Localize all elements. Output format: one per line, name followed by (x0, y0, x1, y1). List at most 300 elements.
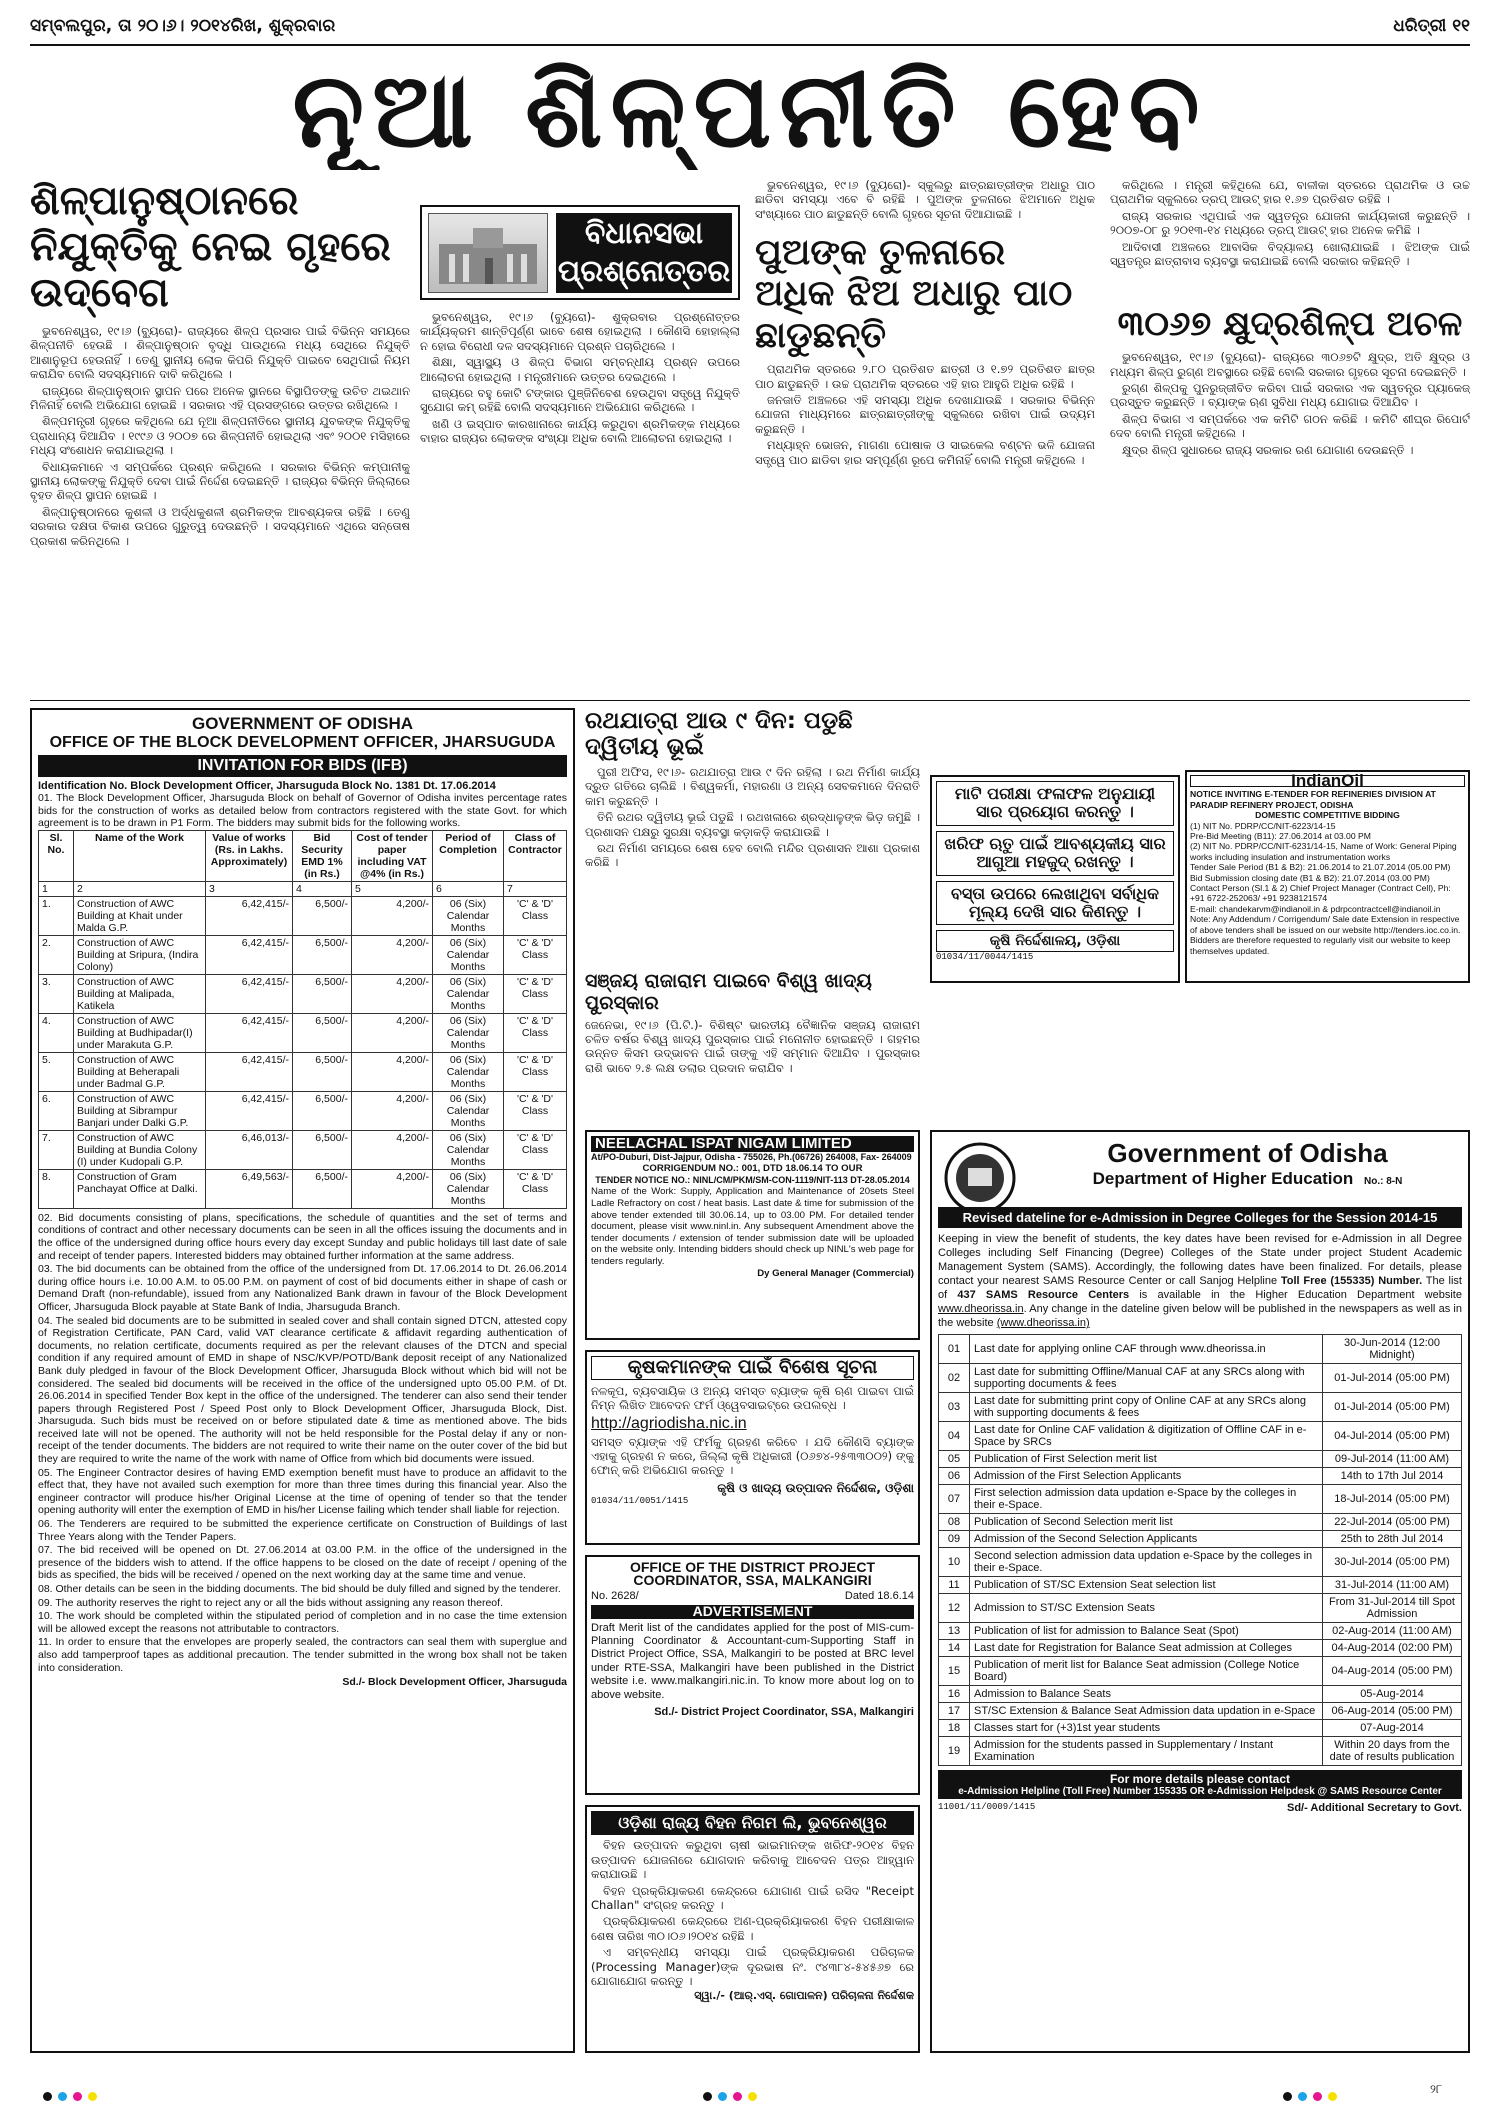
story-c-para: ଭୁବନେଶ୍ୱର, ୧୯।୬ (ବ୍ୟୁରୋ)- ସ୍କୁଲରୁ ଛାତ୍ରଛାତ୍ରୀଙ୍କ ଅଧାରୁ ପାଠ ଛାଡିବା ସମସ୍ୟା ଏବେ ବି ରହିଛି । ପୁଅଙ୍କ ତୁଳନାରେ ଝିଅମାନେ ଅଧିକ ସଂଖ୍ୟାରେ ପାଠ ଛାଡୁଛନ୍ତି ବୋଲି ଗୃହରେ ସୂଚନା ଦିଆଯାଇଛି । (755, 178, 1095, 221)
bid-cell: 6,500/- (293, 896, 352, 935)
story-e-para: ରୁଗ୍ଣ ଶିଳ୍ପକୁ ପୁନରୁଜ୍ଜୀବିତ କରିବା ପାଇଁ ସରକାର ଏକ ସ୍ୱତନ୍ତ୍ର ପ୍ୟାକେଜ୍ ପ୍ରସ୍ତୁତ କରୁଛନ୍ତି । ବ୍ୟାଙ୍କ ଋଣ ସୁବିଧା ମଧ୍ୟ ଯୋଗାଇ ଦିଆଯିବ । (1110, 380, 1470, 410)
building-icon (429, 214, 547, 292)
bid-row (39, 1091, 567, 1130)
story-c-lead (755, 178, 1095, 226)
bid-notice (30, 708, 575, 2053)
schedule-row (939, 1485, 1462, 1514)
bid-cell: 6,500/- (293, 1013, 352, 1052)
section-rule (30, 700, 1470, 701)
bid-cell: 'C' & 'D' Class (504, 1091, 567, 1130)
he-site2[interactable]: (www.dheorissa.in) (996, 1317, 1090, 1329)
schedule-cell: Last date for Online CAF validation & digitization of Offline CAF in e-Space by SRCs (970, 1422, 1323, 1451)
schedule-cell: Admission of the Second Selection Applicants (970, 1531, 1323, 1548)
story-c-para: ମଧ୍ୟାହ୍ନ ଭୋଜନ, ମାଗଣା ପୋଷାକ ଓ ସାଇକେଲ ବଣ୍ଟନ ଭଳି ଯୋଜନା ସତ୍ତ୍ୱେ ପାଠ ଛାଡିବା ହାର ସମ୍ପୂର୍ଣ୍ଣ ରୂପେ କମିନାହିଁ ବୋଲି ମନ୍ତ୍ରୀ କହିଥିଲେ । (755, 438, 1095, 467)
story-a-para: ରାଜ୍ୟରେ ଶିଳ୍ପାନୁଷ୍ଠାନ ସ୍ଥାପନ ପରେ ଅନେକ ସ୍ଥାନରେ ବିସ୍ଥାପିତଙ୍କୁ ଉଚିତ ଥଇଥାନ ମିଳିନାହିଁ ବୋଲି ଅଭିଯୋଗ ହୋଇଛି । ସରକାର ଏହି ପ୍ରସଙ୍ଗରେ ଉତ୍ତର ରଖିଥିଲେ । (30, 383, 410, 413)
schedule-row (939, 1577, 1462, 1594)
assembly-building-photo (428, 213, 548, 293)
schedule-cell: 18 (939, 1720, 970, 1737)
bid-cell: 06 (Six) Calendar Months (433, 1013, 504, 1052)
malkangiri-adv: ADVERTISEMENT (591, 1605, 914, 1618)
bid-cell: 06 (Six) Calendar Months (433, 1169, 504, 1208)
bid-cell: 06 (Six) Calendar Months (433, 935, 504, 974)
bid-table (38, 830, 567, 1209)
bid-cell: 6,42,415/- (206, 1052, 293, 1091)
schedule-cell: 15 (939, 1657, 970, 1686)
he-subtitle: Revised dateline for e-Admission in Degree Colleges for the Session 2014-15 (938, 1207, 1462, 1228)
bid-cell: Construction of Gram Panchayat Office at Dalki. (74, 1169, 206, 1208)
story-b-para: ଶିକ୍ଷା, ସ୍ୱାସ୍ଥ୍ୟ ଓ ଶିଳ୍ପ ବିଭାଗ ସମ୍ବନ୍ଧୀୟ ପ୍ରଶ୍ନ ଉପରେ ଆଲୋଚନା ହୋଇଥିଲା । ମନ୍ତ୍ରୀମାନେ ଉତ୍ତର ଦେଇଥିଲେ । (420, 355, 740, 384)
bid-cell: 7. (39, 1130, 74, 1169)
schedule-cell: 13 (939, 1623, 970, 1640)
bid-cell: 4,200/- (352, 896, 433, 935)
reg-dot-yellow (88, 2092, 97, 2101)
story-a-para: ଶିଳ୍ପମନ୍ତ୍ରୀ ଗୃହରେ କହିଥିଲେ ଯେ ନୂଆ ଶିଳ୍ପନୀତିରେ ସ୍ଥାନୀୟ ଯୁବକଙ୍କ ନିଯୁକ୍ତିକୁ ପ୍ରାଧାନ୍ୟ ଦିଆଯିବ । ୧୯୯୬ ଓ ୨୦୦୭ ରେ ଶିଳ୍ପନୀତି ହୋଇଥିଲା ଏବଂ ୨୦୦୧ ମସିହାରେ ମଧ୍ୟ ସଂଶୋଧନ କରାଯାଇଥିଲା । (30, 414, 410, 458)
story-assembly-qa (420, 310, 740, 690)
reg-dot-cyan (58, 2092, 67, 2101)
bid-intro: 01. The Block Development Officer, Jharsuguda Block on behalf of Governor of Odisha invites percentage rates bids for the construction of works as detailed below from contractors registered with the state Govt. for which agreement is to be drawn in P1 Form. The bidders may submit bids for the following works. (38, 792, 567, 830)
bid-col-number: 5 (352, 881, 433, 896)
bid-condition: 11. In order to ensure that the envelopes are properly sealed, the contractors can seal them with superglue and also add tamperproof tapes as additional precaution. The tender submitted in the wrong box shall not be taken into consideration. (38, 1636, 567, 1674)
schedule-cell: 14 (939, 1640, 970, 1657)
schedule-cell: Second selection admission data updation e-Space by the colleges in their e-Space. (970, 1548, 1323, 1577)
story-girls-dropout (755, 178, 1095, 698)
bid-title: INVITATION FOR BIDS (IFB) (38, 755, 567, 777)
bid-condition: 05. The Engineer Contractor desires of having EMD exemption benefit must have to produce an affidavit to the effect that, they have not availed such exemption for more than three times during this financial year. Also the engineer contractor will produce his/her Original License at the time of opening of tender so that the tender opening authority will enter the exemption of EMD in his/her License failing which tender shall liable for rejection. (38, 1466, 567, 1517)
bid-cell: 6,500/- (293, 1169, 352, 1208)
story-a-para: ବିଧାୟକମାନେ ଏ ସମ୍ପର୍କରେ ପ୍ରଶ୍ନ କରିଥିଲେ । ସରକାର ବିଭିନ୍ନ କମ୍ପାନୀକୁ ସ୍ଥାନୀୟ ଲୋକଙ୍କୁ ନିଯୁକ୍ତି ଦେବା ପାଇଁ ନିର୍ଦ୍ଦେଶ ଦେଇଛନ୍ତି । ରାଜ୍ୟର ବିଭିନ୍ନ ଜିଲ୍ଲାରେ ବୃହତ ଶିଳ୍ପ ସ୍ଥାପନ ହୋଇଛି । (30, 459, 410, 503)
schedule-row (939, 1623, 1462, 1640)
malkangiri-ref (591, 1590, 914, 1603)
bid-cell: 4,200/- (352, 1091, 433, 1130)
schedule-row (939, 1640, 1462, 1657)
seed-body (591, 1838, 914, 1990)
admission-schedule-table (938, 1334, 1462, 1766)
header-page-label: ଧରିତ୍ରୀ ୧୧ (1393, 16, 1470, 36)
schedule-cell: Publication of merit list for Balance Seat admission (College Notice Board) (970, 1657, 1323, 1686)
malkangiri-notice (585, 1555, 920, 1795)
schedule-cell: 06-Aug-2014 (05:00 PM) (1323, 1703, 1462, 1720)
bid-condition: 04. The sealed bid documents are to be submitted in sealed cover and shall contain signed DTCN, attested copy of Registration Certificate, PAN Card, valid VAT clearance certificate & affidavit regarding authentication of documents, no relation certificate, documents required as per the relevant clauses of the DTCN and special condition if any required amount of EMD in shape of NSC/KVP/POTD/Bank deposit receipt of any Nationalized Bank duly pledged in favour of the Block Development Officer, Jharsuguda Block without which bid will not be considered. The sealed bid documents will be received in the office of the undersigned upto 05.00 P.M. of Dt. 26.06.2014 in specified Tender Box kept in the office of the undersigned. The tenderer can also send their tender papers through Registered Post / Speed Post only to Block Development Officer, Jharsuguda Block, Dist. Jharsuguda. Such bids must be received on or before stipulated date & time as mentioned above. The bids received late will not be opened. The authority will not be held responsible for the Postal delay if any or non-receipt of the tender documents. The bidders are not required to write their name on the outer cover of the bid but they are required to write the name of the work with name of Office from which bid documents were issued. (38, 1314, 567, 1466)
schedule-cell: 09-Jul-2014 (11:00 AM) (1323, 1451, 1462, 1468)
header-dateline: ସମ୍ବଲପୁର, ତା ୨୦।୬। ୨୦୧୪ରିଖ, ଶୁକ୍ରବାର (30, 16, 336, 36)
bid-col-number: 4 (293, 881, 352, 896)
story-industry-jobs (30, 178, 410, 688)
registration-marks-left (40, 2086, 100, 2105)
page-number: ୨୮ (1430, 2082, 1443, 2096)
header-rule (30, 44, 1470, 46)
bid-condition: 07. The bid received will be opened on Dt. 27.06.2014 at 03.00 P.M. in the office of the undersigned in the presence of the bidders wish to attend. If the office happens to be closed on the date of receipt / opening of the bids as specified, the bids will be received / opened on the next working day at the same time and venue. (38, 1544, 567, 1582)
he-sign: Sd/- Additional Secretary to Govt. (1286, 1802, 1462, 1814)
seed-sign: ସ୍ୱା./- (ଆର୍.ଏସ୍. ଗୋପାଳନ) ପରିଚାଳନା ନିର୍ଦ୍ଦେଶକ (694, 1989, 914, 2003)
bid-cell: 6,42,415/- (206, 1013, 293, 1052)
indianoil-line: (2) NIT No. PDRP/CC/NIT-6231/14-15, Name of Work: General Piping works including insulation and instrumentation works (1190, 841, 1457, 862)
schedule-row (939, 1686, 1462, 1703)
schedule-cell: Publication of list for admission to Balance Seat (Spot) (970, 1623, 1323, 1640)
odisha-emblem (940, 1138, 1020, 1218)
indianoil-line: (1) NIT No. PDRP/CC/NIT-6223/14-15 (1190, 820, 1336, 831)
he-bottom (938, 1802, 1462, 1814)
reg-dot-magenta (1313, 2092, 1322, 2101)
schedule-cell: ST/SC Extension & Balance Seat Admission data updation in e-Space (970, 1703, 1323, 1720)
bid-cell: 4,200/- (352, 1169, 433, 1208)
soil-test-ad (930, 775, 1180, 983)
he-dept-name: Department of Higher Education (1092, 1169, 1354, 1188)
he-code: 11001/11/0009/1415 (938, 1802, 1036, 1812)
he-intro (938, 1232, 1462, 1330)
schedule-row (939, 1514, 1462, 1531)
schedule-cell: Publication of First Selection merit list (970, 1451, 1323, 1468)
bid-cell: 6,500/- (293, 974, 352, 1013)
story-c-body (755, 362, 1095, 692)
bid-cell: 4,200/- (352, 1130, 433, 1169)
bid-cell: 6,42,415/- (206, 896, 293, 935)
schedule-cell: 12 (939, 1594, 970, 1623)
bid-col-number: 2 (74, 881, 206, 896)
bid-row (39, 1130, 567, 1169)
farmers-link[interactable]: http://agriodisha.nic.in (591, 1414, 747, 1432)
bid-cell: 6,42,415/- (206, 974, 293, 1013)
schedule-row (939, 1468, 1462, 1485)
indianoil-line: Note: Any Addendum / Corrigendum/ Sale date Extension in respective of above tenders shall be issued on our website http://tenders.ioc.co.in. Bidders are therefore requested to regularly visit our website to keep themselves updated. (1190, 914, 1461, 956)
bid-cell: 4,200/- (352, 1013, 433, 1052)
bid-cell: 6,500/- (293, 935, 352, 974)
bid-cell: 6,42,415/- (206, 935, 293, 974)
schedule-cell: 11 (939, 1577, 970, 1594)
neelachal-tender-no: TENDER NOTICE NO.: NINL/CM/PKM/SM-CON-1119/NIT-113 DT-28.05.2014 (595, 1174, 910, 1185)
bid-col-number: 1 (39, 881, 74, 896)
malkangiri-sign: Sd./- District Project Coordinator, SSA, Malkangiri (654, 1706, 914, 1719)
he-footer2: e-Admission Helpline (Toll Free) Number 155335 OR e-Admission Helpdesk @ SAMS Resource Center (958, 1786, 1442, 1797)
registration-marks-right (1280, 2086, 1340, 2105)
page-header (30, 10, 1470, 46)
farmers-code: 01034/11/0051/1415 (591, 1495, 689, 1506)
bid-cell: 4,200/- (352, 974, 433, 1013)
indianoil-line: E-mail: chandekarvm@indianoil.in & pdrpcontractcell@indianoil.in (1190, 903, 1441, 914)
schedule-cell: 03 (939, 1393, 970, 1422)
schedule-cell: 18-Jul-2014 (05:00 PM) (1323, 1485, 1462, 1514)
schedule-cell: First selection admission data updation e-Space by the colleges in their e-Space. (970, 1485, 1323, 1514)
story-a-para: ଶିଳ୍ପାନୁଷ୍ଠାନରେ କୁଶଳୀ ଓ ଅର୍ଦ୍ଧକୁଶଳୀ ଶ୍ରମିକଙ୍କ ଆବଶ୍ୟକତା ରହିଛି । ତେଣୁ ସରକାର ଦକ୍ଷତା ବିକାଶ ଉପରେ ଗୁରୁତ୍ୱ ଦେଉଛନ୍ତି । ସଦସ୍ୟମାନେ ଏଥିରେ ସନ୍ତୋଷ ପ୍ରକାଶ କରିନଥିଲେ । (30, 504, 410, 548)
bid-cell: 6,500/- (293, 1052, 352, 1091)
bid-condition: 09. The authority reserves the right to reject any or all the bids without assigning any reason thereof. (38, 1596, 503, 1609)
bid-condition: 08. Other details can be seen in the bidding documents. The bid should be duly filled and signed by the tenderer. (38, 1583, 561, 1595)
story-g-headline: ସଞ୍ଜୟ ରାଜାରାମ ପାଇବେ ବିଶ୍ୱ ଖାଦ୍ୟ ପୁରସ୍କାର (585, 969, 872, 1014)
schedule-cell: Within 20 days from the date of results publication (1323, 1737, 1462, 1766)
schedule-cell: 02-Aug-2014 (11:00 AM) (1323, 1623, 1462, 1640)
indianoil-line: DOMESTIC COMPETITIVE BIDDING (1255, 810, 1400, 821)
schedule-cell: Last date for submitting Offline/Manual CAF at any SRCs along with supporting documents & fees (970, 1364, 1323, 1393)
story-e-body (1110, 350, 1470, 670)
bid-col-header: Value of works (Rs. in Lakhs. Approximately) (206, 830, 293, 881)
he-toll: Toll Free (155335) Number. (1280, 1275, 1423, 1287)
schedule-cell: Publication of ST/SC Extension Seat selection list (970, 1577, 1323, 1594)
bid-cell: 1. (39, 896, 74, 935)
schedule-cell: 19 (939, 1737, 970, 1766)
story-c-headline: ପୁଅଙ୍କ ତୁଳନାରେ ଅଧିକ ଝିଅ ଅଧାରୁ ପାଠ ଛାଡୁଛନ୍ତି (755, 232, 1073, 356)
schedule-cell: 04-Aug-2014 (02:00 PM) (1323, 1640, 1462, 1657)
banner-headline: ନୂଆ ଶିଳ୍ପନୀତି ହେବ (292, 50, 1208, 170)
bid-cell: 'C' & 'D' Class (504, 974, 567, 1013)
bid-cell: Construction of AWC Building at Khait under Malda G.P. (74, 896, 206, 935)
bid-col-number: 3 (206, 881, 293, 896)
he-intro-a: Keeping in view the benefit of students, the key dates have been revised for e-Admission in all Degree Colleges including Self Financing (Degree) Colleges of the State under project Student Academic Management System (SAMS). Accordingly, the following dates have been finalized. For details, please contact your nearest SAMS Resource Center or call Sanjog Helpline (938, 1233, 1462, 1287)
bid-col-number: 7 (504, 881, 567, 896)
reg-dot-magenta (73, 2092, 82, 2101)
reg-dot-cyan (718, 2092, 727, 2101)
higher-education-notice (930, 1130, 1470, 2053)
indianoil-line: Bid Submission closing date (B1 & B2): 21.07.2014 (03.00 PM) (1190, 872, 1430, 883)
schedule-cell: Publication of Second Selection merit list (970, 1514, 1323, 1531)
schedule-cell: 02 (939, 1364, 970, 1393)
he-no: No.: 8-N (1364, 1176, 1403, 1187)
bid-cell: 6,42,415/- (206, 1091, 293, 1130)
indianoil-line: Pre-Bid Meeting (B11): 27.06.2014 at 03.00 PM (1190, 831, 1371, 842)
malkangiri-title: OFFICE OF THE DISTRICT PROJECT COORDINATOR, SSA, MALKANGIRI (629, 1559, 875, 1589)
bid-col-header: Period of Completion (433, 830, 504, 881)
bid-row (39, 1169, 567, 1208)
story-f-body (585, 765, 920, 965)
neelachal-notice (585, 1130, 920, 1340)
schedule-cell: 05 (939, 1451, 970, 1468)
he-site1[interactable]: www.dheorissa.in (938, 1303, 1024, 1315)
story-f-para: ରଥ ନିର୍ମାଣ ସମୟରେ ଶେଷ ହେବ ବୋଲି ମନ୍ଦିର ପ୍ରଶାସନ ଆଶା ପ୍ରକାଶ କରିଛି । (585, 840, 920, 870)
he-intro-c: is available in the Higher Education Department website (1139, 1289, 1462, 1301)
neelachal-corrigendum: CORRIGENDUM NO.: 001, DTD 18.06.14 TO OUR (642, 1163, 863, 1175)
schedule-cell: 30-Jul-2014 (05:00 PM) (1323, 1548, 1462, 1577)
neelachal-name: NEELACHAL ISPAT NIGAM LIMITED (591, 1136, 914, 1152)
registration-marks-center (700, 2086, 760, 2105)
bid-col-header: Cost of tender paper including VAT @4% (in Rs.) (352, 830, 433, 881)
schedule-cell: 09 (939, 1531, 970, 1548)
story-c-para: ଜନଜାତି ଅଞ୍ଚଳରେ ଏହି ସମସ୍ୟା ଅଧିକ ଦେଖାଯାଉଛି । ସରକାର ବିଭିନ୍ନ ଯୋଜନା ମାଧ୍ୟମରେ ଛାତ୍ରଛାତ୍ରୀଙ୍କୁ ସ୍କୁଲରେ ରଖିବା ପାଇଁ ଉଦ୍ୟମ କରୁଛନ୍ତି । (755, 392, 1095, 436)
soil-ad-line3: ବସ୍ତା ଉପରେ ଲେଖାଥିବା ସର୍ବାଧିକ ମୂଲ୍ୟ ଦେଖି ସାର କିଣନ୍ତୁ । (936, 881, 1174, 926)
schedule-cell: Classes start for (+3)1st year students (970, 1720, 1323, 1737)
he-footer1: For more details please contact (1109, 1772, 1291, 1786)
soil-ad-code: 01034/11/0044/1415 (936, 952, 1034, 963)
bid-header-row (39, 830, 567, 881)
bid-cell: Construction of AWC Building at Beherapali under Badmal G.P. (74, 1052, 206, 1091)
bid-condition: 03. The bid documents can be obtained from the office of the undersigned from Dt. 17.06.2014 to Dt. 26.06.2014 during office hours i.e. 10.00 A.M. to 05.00 P.M. on payment of cost of bid documents either in shape of cash or Demand Draft (non-refundable), issued from any Nationalized Bank drawn in favour of the Block Development Officer, Jharsuguda Block payable at State Bank of India, Jharsuguda Branch. (38, 1263, 567, 1313)
story-a-headline: ଶିଳ୍ପାନୁଷ୍ଠାନରେ ନିଯୁକ୍ତିକୁ ନେଇ ଗୃହରେ ଉଦ୍‌ବେଗ (30, 178, 391, 316)
assembly-box (420, 205, 740, 300)
story-f-para: ତିନି ରଥର ଦ୍ୱିତୀୟ ଭୂଇଁ ପଡୁଛି । ରଥଖଳାରେ ଶ୍ରଦ୍ଧାଳୁଙ୍କ ଭିଡ଼ ଜମୁଛି । ପ୍ରଶାସନ ପକ୍ଷରୁ ସୁରକ୍ଷା ବ୍ୟବସ୍ଥା କଡ଼ାକଡ଼ି କରାଯାଉଛି । (585, 810, 920, 839)
bid-cell: 'C' & 'D' Class (504, 1052, 567, 1091)
bid-cell: 'C' & 'D' Class (504, 1169, 567, 1208)
schedule-cell: Last date for applying online CAF through www.dheorissa.in (970, 1335, 1323, 1364)
story-e-para: ଶିଳ୍ପ ବିଭାଗ ଏ ସମ୍ପର୍କରେ ଏକ କମିଟି ଗଠନ କରିଛି । କମିଟି ଶୀଘ୍ର ରିପୋର୍ଟ ଦେବ ବୋଲି ମନ୍ତ୍ରୀ କହିଥିଲେ । (1110, 411, 1470, 441)
soil-ad-title: ମାଟି ପରୀକ୍ଷା ଫଳାଫଳ ଅନୁଯାୟୀ ସାର ପ୍ରୟୋଗ କରନ୍ତୁ । (936, 781, 1174, 826)
bid-conditions (38, 1212, 567, 1674)
schedule-row (939, 1451, 1462, 1468)
bid-ident: Identification No. Block Development Officer, Jharsuguda Block No. 1381 Dt. 17.06.2014 (38, 780, 496, 792)
bid-col-header: Sl. No. (39, 830, 74, 881)
bid-cell: 06 (Six) Calendar Months (433, 1052, 504, 1091)
reg-dot-yellow (1328, 2092, 1337, 2101)
story-d-para: କରିଥିଲେ । ମନ୍ତ୍ରୀ କହିଥିଲେ ଯେ, ବାଳୀକା ସ୍ତରରେ ପ୍ରାଥମିକ ଓ ଉଚ୍ଚ ପ୍ରାଥମିକ ସ୍କୁଲରେ ଡ୍ରପ୍ ଆଉଟ୍ ହାର ୧.୬୭ ପ୍ରତିଶତ ରହିଛି । (1110, 178, 1470, 207)
he-footer (938, 1770, 1462, 1799)
bid-col-number: 6 (433, 881, 504, 896)
story-b-para: ଖଣି ଓ ଇସ୍ପାତ କାରଖାନାରେ କାର୍ଯ୍ୟ କରୁଥିବା ଶ୍ରମିକଙ୍କ ମଧ୍ୟରେ ବାହାର ରାଜ୍ୟର ଲୋକଙ୍କ ସଂଖ୍ୟା ଅଧିକ ବୋଲି ଆଲୋଚନା ହୋଇଥିଲା । (420, 416, 740, 446)
reg-dot-magenta (733, 2092, 742, 2101)
schedule-cell: Admission to ST/SC Extension Seats (970, 1594, 1323, 1623)
schedule-cell: 25th to 28th Jul 2014 (1323, 1531, 1462, 1548)
schedule-cell: 04-Jul-2014 (05:00 PM) (1323, 1422, 1462, 1451)
bid-cell: 2. (39, 935, 74, 974)
story-d-para: ରାଜ୍ୟ ସରକାର ଏଥିପାଇଁ ଏକ ସ୍ୱତନ୍ତ୍ର ଯୋଜନା କାର୍ଯ୍ୟକାରୀ କରୁଛନ୍ତି । ୨୦୦୭-୦୮ ରୁ ୨୦୧୩-୧୪ ମଧ୍ୟରେ ଡ୍ରପ୍ ଆଉଟ୍ ହାର ଅନେକ କମିଛି । (1110, 208, 1470, 238)
schedule-cell: 22-Jul-2014 (05:00 PM) (1323, 1514, 1462, 1531)
bid-cell: 'C' & 'D' Class (504, 1013, 567, 1052)
bid-cell: 4,200/- (352, 1052, 433, 1091)
schedule-cell: Last date for Registration for Balance Seat admission at Colleges (970, 1640, 1323, 1657)
indianoil-line: NOTICE INVITING E-TENDER FOR REFINERIES DIVISION AT PARADIP REFINERY PROJECT, ODISHA (1190, 789, 1436, 810)
story-a-body (30, 324, 410, 714)
schedule-cell: 14th to 17th Jul 2014 (1323, 1468, 1462, 1485)
soil-ad-line2: ଖରିଫ ଋତୁ ପାଇଁ ଆବଶ୍ୟକୀୟ ସାର ଆଗୁଆ ମହଜୁଦ୍ ରଖନ୍ତୁ । (936, 831, 1174, 876)
bid-cell: Construction of AWC Building at Malipada, Katikela (74, 974, 206, 1013)
bid-row (39, 974, 567, 1013)
bid-cell: 3. (39, 974, 74, 1013)
schedule-cell: 01-Jul-2014 (05:00 PM) (1323, 1364, 1462, 1393)
story-a-para: ଭୁବନେଶ୍ୱର, ୧୯।୬ (ବ୍ୟୁରୋ)- ରାଜ୍ୟରେ ଶିଳ୍ପ ପ୍ରସାର ପାଇଁ ବିଭିନ୍ନ ସମୟରେ ଶିଳ୍ପନୀତି ହେଉଛି । ଶିଳ୍ପାନୁଷ୍ଠାନ ବୃଦ୍ଧି ପାଉଥିଲେ ମଧ୍ୟ ସେଥିରେ ନିଯୁକ୍ତି ଆଶାନୁରୂପ ହେଉନାହିଁ । ତେଣୁ ସ୍ଥାନୀୟ ଲୋକ କିପରି ନିଯୁକ୍ତି ପାଇବେ ସେଥିପାଇଁ ନିୟମ କରାଯିବ ବୋଲି ସଦସ୍ୟମାନେ ଦାବି କରିଥିଲେ । (30, 324, 410, 382)
bid-row (39, 896, 567, 935)
seed-title: ଓଡ଼ିଶା ରାଜ୍ୟ ବିହନ ନିଗମ ଲି, ଭୁବନେଶ୍ୱର (591, 1811, 914, 1835)
bid-col-header: Name of the Work (74, 830, 206, 881)
he-dept (1033, 1169, 1462, 1189)
schedule-cell: 16 (939, 1686, 970, 1703)
he-centers: 437 SAMS Resource Centers (957, 1289, 1130, 1301)
schedule-row (939, 1703, 1462, 1720)
schedule-row (939, 1720, 1462, 1737)
emblem-icon (940, 1138, 1020, 1218)
bid-cell: Construction of AWC Building at Bundia Colony (I) under Kudopali G.P. (74, 1130, 206, 1169)
schedule-cell: 01 (939, 1335, 970, 1364)
bid-cell: 4. (39, 1013, 74, 1052)
reg-dot-black (1283, 2092, 1292, 2101)
bid-cell: 06 (Six) Calendar Months (433, 974, 504, 1013)
reg-dot-black (43, 2092, 52, 2101)
schedule-cell: 04 (939, 1422, 970, 1451)
schedule-cell: 07-Aug-2014 (1323, 1720, 1462, 1737)
schedule-cell: Admission of the First Selection Applicants (970, 1468, 1323, 1485)
farmers-title: କୃଷକମାନଙ୍କ ପାଇଁ ବିଶେଷ ସୂଚନା (591, 1356, 914, 1380)
schedule-cell: 06 (939, 1468, 970, 1485)
bid-cell: 8. (39, 1169, 74, 1208)
reg-dot-yellow (748, 2092, 757, 2101)
bid-cell: 5. (39, 1052, 74, 1091)
farmers-notice (585, 1350, 920, 1545)
bid-signature: Sd./- Block Development Officer, Jharsuguda (342, 1676, 567, 1689)
he-gov: Government of Odisha (1107, 1138, 1388, 1168)
story-c-para: ପ୍ରାଥମିକ ସ୍ତରରେ ୨.୮୦ ପ୍ରତିଶତ ଛାତ୍ରୀ ଓ ୧.୭୨ ପ୍ରତିଶତ ଛାତ୍ର ପାଠ ଛାଡୁଛନ୍ତି । ଉଚ୍ଚ ପ୍ରାଥମିକ ସ୍ତରରେ ଏହି ହାର ଆହୁରି ଅଧିକ ରହିଛି । (755, 362, 1095, 391)
bid-cell: Construction of AWC Building at Sibrampur Banjari under Dalki G.P. (74, 1091, 206, 1130)
bid-cell: 4,200/- (352, 935, 433, 974)
malkangiri-date: Dated 18.6.14 (844, 1589, 914, 1602)
malkangiri-no: No. 2628/ (591, 1589, 639, 1602)
schedule-cell: Admission to Balance Seats (970, 1686, 1323, 1703)
bid-row (39, 1052, 567, 1091)
he-intro-d: . Any change in the dateline given below will be published in the newspapers as well as in the website (938, 1303, 1462, 1329)
neelachal-address: At/PO-Duburi, Dist-Jajpur, Odisha - 755026, Ph.(06726) 264008, Fax- 264009 (591, 1151, 912, 1162)
bid-cell: 6. (39, 1091, 74, 1130)
schedule-cell: From 31-Jul-2014 till Spot Admission (1323, 1594, 1462, 1623)
schedule-row (939, 1737, 1462, 1766)
bid-cell: 6,500/- (293, 1091, 352, 1130)
schedule-row (939, 1364, 1462, 1393)
bid-gov: GOVERNMENT OF ODISHA (191, 714, 413, 733)
neelachal-sign: Dy General Manager (Commercial) (757, 1267, 914, 1279)
schedule-cell: Last date for submitting print copy of Online CAF at any SRCs along with supporting documents & fees (970, 1393, 1323, 1422)
schedule-cell: 10 (939, 1548, 970, 1577)
schedule-row (939, 1393, 1462, 1422)
bid-cell: 6,46,013/- (206, 1130, 293, 1169)
bid-office: OFFICE OF THE BLOCK DEVELOPMENT OFFICER, JHARSUGUDA (49, 734, 556, 751)
seed-corporation-notice (585, 1805, 920, 2053)
bid-cell: 6,500/- (293, 1130, 352, 1169)
schedule-cell: 07 (939, 1485, 970, 1514)
bid-cell: 06 (Six) Calendar Months (433, 1091, 504, 1130)
schedule-row (939, 1335, 1462, 1364)
bid-cell: 'C' & 'D' Class (504, 896, 567, 935)
bid-row (39, 1013, 567, 1052)
bid-cell: 06 (Six) Calendar Months (433, 1130, 504, 1169)
schedule-cell: 30-Jun-2014 (12:00 Midnight) (1323, 1335, 1462, 1364)
neelachal-body: Name of the Work: Supply, Application and Maintenance of 20sets Steel Ladle Refractory on cost / heat basis. Last date & time for submission of the above tender extended till 30.06.14, up to 03.00 PM. For detailed tender document, please visit www.ninl.in. Any subsequent Amendment above the tender documents / extension of tender submission date will be uploaded on the website only. Intending bidders should check up NINL's web page for tenders regularly. (591, 1186, 914, 1267)
schedule-cell: Admission for the students passed in Supplementary / Instant Examination (970, 1737, 1323, 1766)
story-e-headline: ୩୦୬୭ କ୍ଷୁଦ୍ରଶିଳ୍ପ ଅଚଳ (1117, 304, 1463, 344)
malkangiri-body: Draft Merit list of the candidates applied for the post of MIS-cum-Planning Coordinator & Accountant-cum-Supporting Staff in District Project Office, SSA, Malkangiri to be posted at BRC level under RTE-SSA, Malkangiri have been published in the District website i.e. www.malkangiri.nic.in. To know more about log on to above website. (591, 1621, 914, 1701)
bid-cell: Construction of AWC Building at Sripura, (Indira Colony) (74, 935, 206, 974)
farmers-footer: କୃଷି ଓ ଖାଦ୍ୟ ଉତ୍ପାଦନ ନିର୍ଦ୍ଦେଶକ, ଓଡ଼ିଶା (717, 1480, 914, 1495)
bid-col-header: Bid Security EMD 1% (in Rs.) (293, 830, 352, 881)
farmers-body: ନଳକୂପ, ବ୍ୟବସାୟିକ ଓ ଅନ୍ୟ ସମସ୍ତ ବ୍ୟାଙ୍କ କୃଷି ଋଣ ପାଇବା ପାଇଁ ନିମ୍ନ ଲିଖିତ ଆବେଦନ ଫର୍ମ ଓ୍ୱେବସାଇଟ୍‌ରେ ଉପଲବ୍ଧ । (591, 1383, 914, 1413)
indianoil-line: Contact Person (Sl.1 & 2) Chief Project Manager (Contract Cell), Ph: +91 6722-252063/ +91 9238121574 (1190, 883, 1451, 904)
schedule-row (939, 1594, 1462, 1623)
bid-condition: 02. Bid documents consisting of plans, specifications, the schedule of quantities and the set of terms and conditions of contract and other necessary documents can be seen in all the offices issuing the documents and in the office of the undersigned during office hours every day except Sunday and public holidays till last date of sale and receipt of tender papers. Interested bidders may obtained further information at the same address. (38, 1211, 567, 1262)
indianoil-line: Tender Sale Period (B1 & B2): 21.06.2014 to 21.07.2014 (05.00 PM) (1190, 862, 1451, 873)
schedule-row (939, 1548, 1462, 1577)
schedule-cell: 05-Aug-2014 (1323, 1686, 1462, 1703)
seed-para: ବିହନ ପ୍ରକ୍ରିୟାକରଣ କେନ୍ଦ୍ରରେ ଯୋଗାଣ ପାଇଁ ରସିଦ "Receipt Challan" ସଂଗ୍ରହ କରନ୍ତୁ । (591, 1883, 914, 1913)
schedule-cell: 01-Jul-2014 (05:00 PM) (1323, 1393, 1462, 1422)
schedule-row (939, 1422, 1462, 1451)
story-b-para: ଭୁବନେଶ୍ୱର, ୧୯।୬ (ବ୍ୟୁରୋ)- ଶୁକ୍ରବାର ପ୍ରଶ୍ନୋତ୍ତର କାର୍ଯ୍ୟକ୍ରମ ଶାନ୍ତିପୂର୍ଣ୍ଣ ଭାବେ ଶେଷ ହୋଇଥିଲା । କୌଣସି ହୋହାଲ୍ଲା ନ ହୋଇ ବିରୋଧୀ ଦଳ ସଦସ୍ୟମାନେ ପ୍ରଶ୍ନ ପଚାରିଥିଲେ । (420, 310, 740, 353)
story-d-para: ଆଦିବାସୀ ଅଞ୍ଚଳରେ ଆବାସିକ ବିଦ୍ୟାଳୟ ଖୋଲାଯାଇଛି । ଝିଅଙ୍କ ପାଇଁ ସ୍ୱତନ୍ତ୍ର ଛାତ୍ରାବାସ ବ୍ୟବସ୍ଥା କରାଯାଇଛି ବୋଲି ସରକାର କହିଛନ୍ତି । (1110, 239, 1470, 269)
bid-cell: 'C' & 'D' Class (504, 935, 567, 974)
farmers-body2: ସମସ୍ତ ବ୍ୟାଙ୍କ ଏହି ଫର୍ମକୁ ଗ୍ରହଣ କରିବେ । ଯଦି କୌଣସି ବ୍ୟାଙ୍କ ଏହାକୁ ଗ୍ରହଣ ନ କରେ, ଜିଲ୍ଲା କୃଷି ଅଧିକାରୀ (୦୬୭୪-୨୫୩୩୦୦୨) ଙ୍କୁ ଫୋନ୍ କରି ଅଭିଯୋଗ କରନ୍ତୁ । (591, 1434, 914, 1478)
schedule-cell: 04-Aug-2014 (05:00 PM) (1323, 1657, 1462, 1686)
assembly-box-title: ବିଧାନସଭା ପ୍ରଶ୍ନୋତ୍ତର (556, 213, 732, 293)
schedule-row (939, 1657, 1462, 1686)
bid-row (39, 935, 567, 974)
schedule-cell: 08 (939, 1514, 970, 1531)
story-rath-yatra (585, 708, 920, 1128)
seed-para: ବିହନ ଉତ୍ପାଦନ କରୁଥିବା ଚାଷୀ ଭାଇମାନଙ୍କ ଖରିଫ-୨୦୧୪ ବିହନ ଉତ୍ପାଦନ ଯୋଜନାରେ ଯୋଗଦାନ କରିବାକୁ ଆବେଦନ ପତ୍ର ଆହ୍ୱାନ କରାଯାଉଛି । (591, 1838, 914, 1882)
soil-ad-footer: କୃଷି ନିର୍ଦ୍ଦେଶାଳୟ, ଓଡ଼ିଶା (936, 930, 1174, 952)
schedule-cell: 31-Jul-2014 (11:00 AM) (1323, 1577, 1462, 1594)
reg-dot-black (703, 2092, 712, 2101)
bid-cell: Construction of AWC Building at Budhipadar(I) under Marakuta G.P. (74, 1013, 206, 1052)
indianoil-logo: IndianOil (1190, 775, 1465, 787)
story-f-para: ପୁରୀ ଅଫିସ, ୧୯।୬- ରଥଯାତ୍ରା ଆଉ ୯ ଦିନ ରହିଲା । ରଥ ନିର୍ମାଣ କାର୍ଯ୍ୟ ଦ୍ରୁତ ଗତିରେ ଚାଲିଛି । ବିଶ୍ୱକର୍ମା, ମହାରଣା ଓ ଅନ୍ୟ ସେବକମାନେ ଦିନରାତି କାମ କରୁଛନ୍ତି । (585, 764, 920, 808)
story-g-body: ଜେନେଭା, ୧୯।୬ (ପି.ଟି.)- ବିଶିଷ୍ଟ ଭାରତୀୟ ବୈଜ୍ଞାନିକ ସଞ୍ଜୟ ରାଜାରାମ ଚଳିତ ବର୍ଷର ବିଶ୍ୱ ଖାଦ୍ୟ ପୁରସ୍କାର ପାଇଁ ମନୋନୀତ ହୋଇଛନ୍ତି । ଗହମର ଉନ୍ନତ କିସମ ଉଦ୍ଭାବନ ପାଇଁ ତାଙ୍କୁ ଏହି ସମ୍ମାନ ଦିଆଯିବ । ପୁରସ୍କାର ରାଶି ଭାବେ ୨.୫ ଲକ୍ଷ ଡଲାର ପ୍ରଦାନ କରାଯିବ । (585, 1017, 920, 1075)
schedule-row (939, 1531, 1462, 1548)
bid-cell: 6,49,563/- (206, 1169, 293, 1208)
story-b-para: ରାଜ୍ୟରେ ବହୁ କୋଟି ଟଙ୍କାର ପୁଞ୍ଜିନିବେଶ ହେଉଥିବା ସତ୍ତ୍ୱେ ନିଯୁକ୍ତି ସୁଯୋଗ କମ୍ ରହିଛି ବୋଲି ସଦସ୍ୟମାନେ ଅଭିଯୋଗ କରିଥିଲେ । (420, 386, 740, 415)
bid-cell: 06 (Six) Calendar Months (433, 896, 504, 935)
bid-condition: 10. The work should be completed within the stipulated period of completion and in no case the time extension will be allowed except the reasons not attributable to contractors. (38, 1610, 567, 1635)
indianoil-notice (1185, 770, 1470, 983)
story-f-headline: ରଥଯାତ୍ରା ଆଉ ୯ ଦିନ: ପଡୁଛି ଦ୍ୱିତୀୟ ଭୂଇଁ (585, 708, 853, 761)
